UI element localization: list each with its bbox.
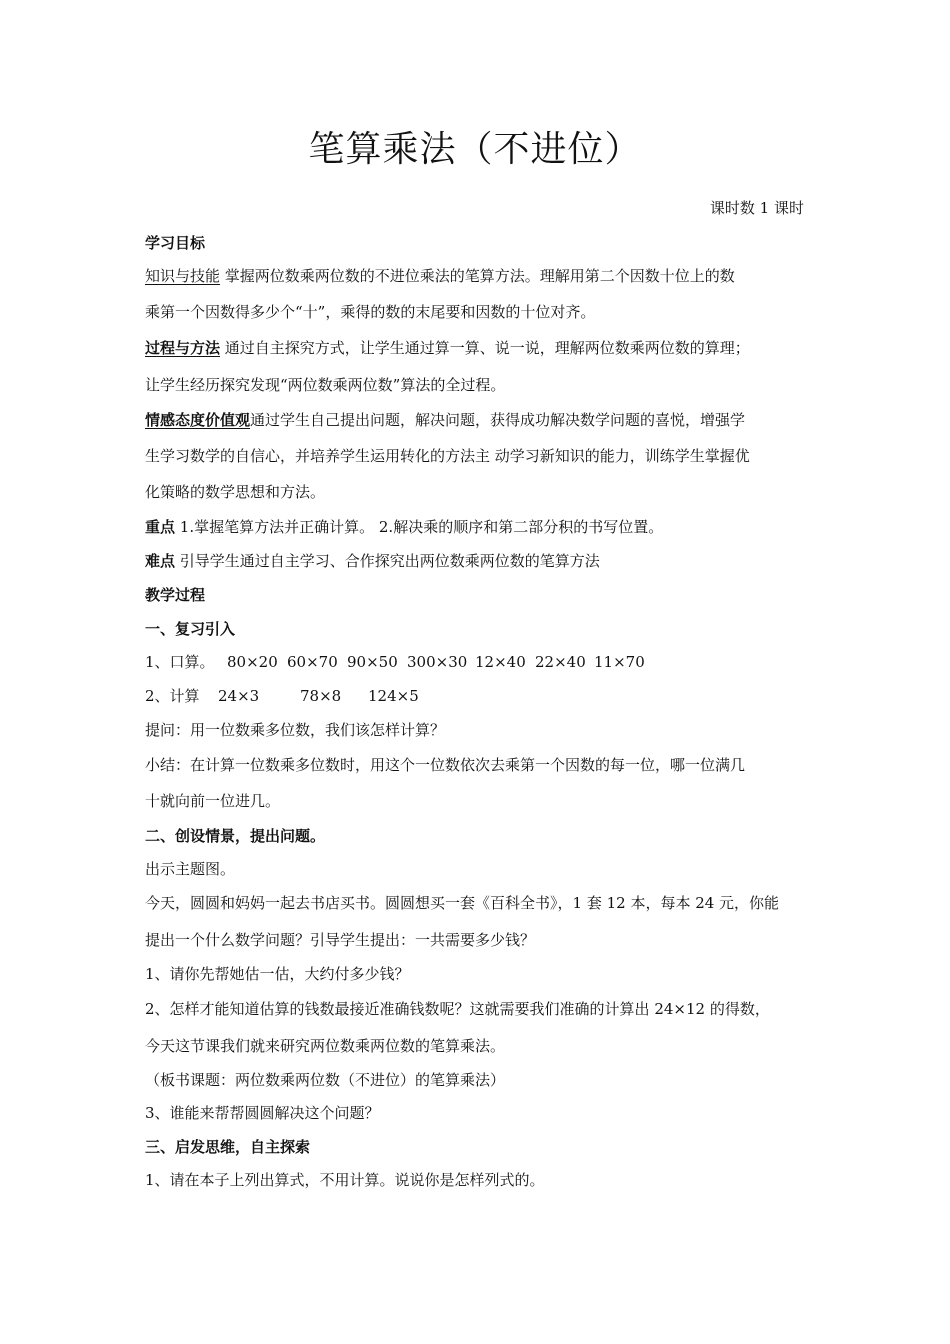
process-label: 过程与方法 [145,339,221,357]
calc-item: 124×5 [368,687,419,705]
oral-item: 300×30 [407,653,468,671]
knowledge-line-1 [145,265,825,287]
knowledge-line-2: 乘第一个因数得多少个“十”，乘得的数的末尾要和因数的十位对齐。 [145,303,596,321]
oral-item: 60×70 [287,653,338,671]
emotion-line-3: 化策略的数学思想和方法。 [145,483,326,501]
process-line-2: 让学生经历探究发现“两位数乘两位数”算法的全过程。 [145,376,506,394]
page-title: 笔算乘法（不进位） [308,129,642,170]
question-3: 3、谁能来帮帮圆圆解决这个问题？ [145,1104,380,1122]
summary-line-2: 十就向前一位进几。 [145,792,281,810]
calc-line [145,685,825,707]
knowledge-text-1: 掌握两位数乘两位数的不进位乘法的笔算方法。理解用第二个因数十位上的数 [224,267,735,285]
process-text-1: 通过自主探究方式，让学生通过算一算、说一说，理解两位数乘两位数的算理； [224,339,750,357]
question-2-line-1: 2、怎样才能知道估算的钱数最接近准确钱数呢？这就需要我们准确的计算出 24×12 的得数， [145,1000,770,1018]
board-title: （板书课题：两位数乘两位数（不进位）的笔算乘法） [145,1071,506,1089]
objectives-heading: 学习目标 [145,234,206,252]
oral-item: 90×50 [347,653,398,671]
oral-label: 1、口算。 [145,653,215,671]
oral-item: 80×20 [227,653,278,671]
emotion-label: 情感态度价值观 [145,411,251,429]
calc-item: 78×8 [300,687,342,705]
emotion-line-1 [145,409,825,431]
difficulty-label: 难点 [145,552,176,570]
oral-item: 12×40 [475,653,526,671]
knowledge-label: 知识与技能 [145,267,221,285]
show-line: 出示主题图。 [145,860,236,878]
oral-item: 22×40 [535,653,586,671]
question-1: 1、请你先帮她估一估，大约付多少钱？ [145,965,410,983]
key-point [145,516,825,538]
period-info: 课时数 1 课时 [709,199,804,217]
oral-calc-line [145,651,825,673]
section3-heading: 三、启发思维，自主探索 [145,1138,311,1156]
section3-item-1: 1、请在本子上列出算式，不用计算。说说你是怎样列式的。 [145,1171,545,1189]
story-line-2: 提出一个什么数学问题？引导学生提出：一共需要多少钱？ [145,931,536,949]
story-line-1: 今天，圆圆和妈妈一起去书店买书。圆圆想买一套《百科全书》，1 套 12 本，每本 24 元，你能 [145,894,780,912]
summary-line-1: 小结：在计算一位数乘多位数时，用这个一位数依次去乘第一个因数的每一位，哪一位满几 [145,756,746,774]
question-2-line-2: 今天这节课我们就来研究两位数乘两位数的笔算乘法。 [145,1037,506,1055]
process-heading: 教学过程 [145,586,206,604]
difficulty [145,550,825,572]
emotion-text-1: 通过学生自己提出问题，解决问题，获得成功解决数学问题的喜悦，增强学 [250,411,746,429]
process-line-1 [145,337,825,359]
section2-heading: 二、创设情景，提出问题。 [145,827,326,845]
question-line: 提问：用一位数乘多位数，我们该怎样计算？ [145,721,446,739]
key-point-label: 重点 [145,518,176,536]
calc-label: 2、计算 [145,687,200,705]
difficulty-text: 引导学生通过自主学习、合作探究出两位数乘两位数的笔算方法 [179,552,600,570]
key-point-text: 1.掌握笔算方法并正确计算。 2.解决乘的顺序和第二部分积的书写位置。 [179,518,664,536]
section1-heading: 一、复习引入 [145,620,236,638]
calc-item: 24×3 [218,687,260,705]
emotion-line-2: 生学习数学的自信心，并培养学生运用转化的方法主 动学习新知识的能力，训练学生掌握优 [145,447,750,465]
oral-item: 11×70 [594,653,645,671]
